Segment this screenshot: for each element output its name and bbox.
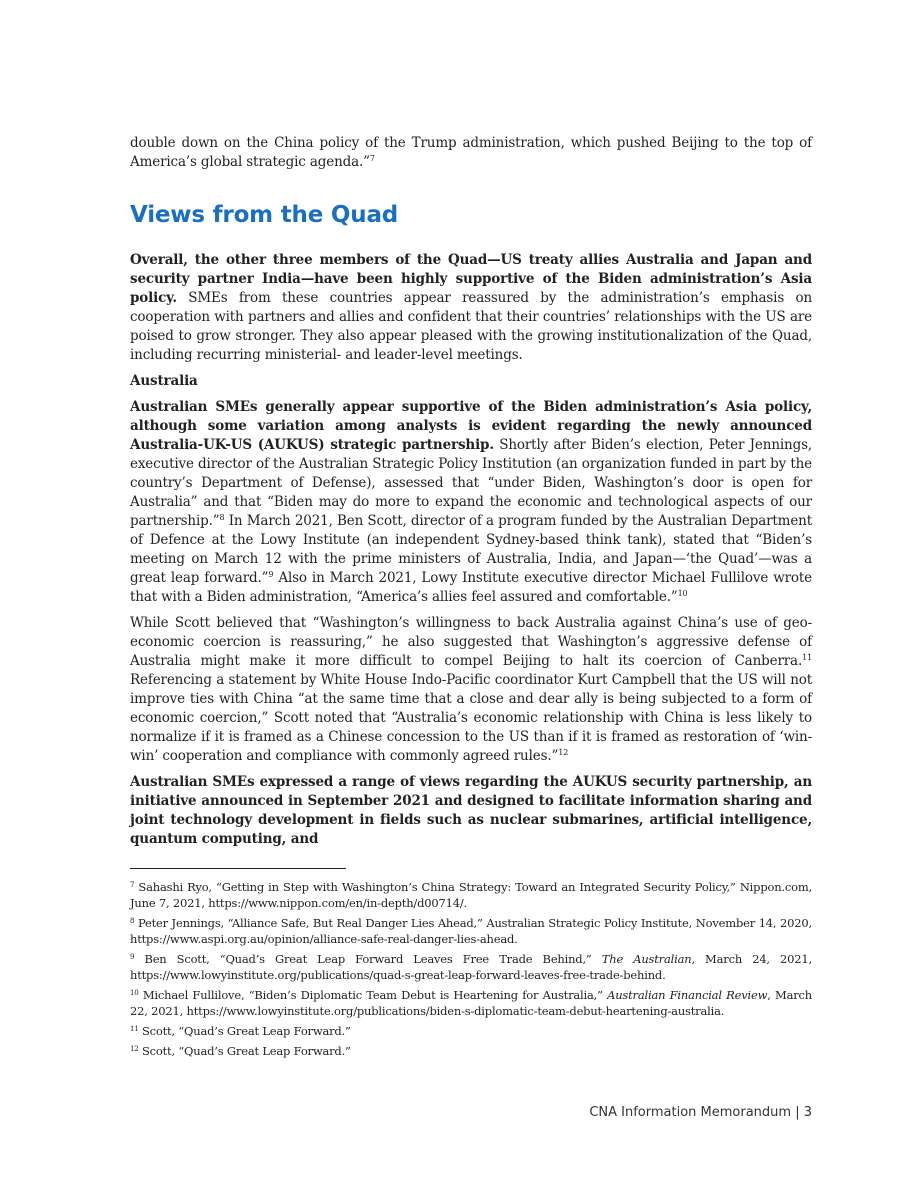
australia-paragraph-1: Australian SMEs generally appear supportive of the Biden administration’s Asia policy, although some variation among analysts is evident regarding the newly announced Australia-UK-US (AUKUS) strategic partnership. Shortly after Biden’s election, Peter Jennings, executive director of the Australian Strategic Policy Institution (an organization funded in part by the country’s Department of Defense), assessed that “under Biden, Washington’s door is open for Australia” and that “Biden may do more to expand the economic and technological aspects of our partnership.”$^8$ In March 2021, Ben Scott, director of a program funded by the Australian Department of Defence at the Lowy Institute (an independent Sydney-based think tank), stated that “Biden’s meeting on March 12 with the prime ministers of Australia, India, and Japan—‘the Quad’—was a great leap forward.”$^9$ Also in March 2021, Lowy Institute executive director Michael Fullilove wrote that with a Biden administration, “America’s allies feel assured and comfortable.”$^{10}$ [130,399,813,605]
section-heading: Views from the Quad [130,202,399,228]
footnote-divider [130,868,346,869]
footnote-ref: 7 [369,154,375,163]
footnote-9: $^9$ Ben Scott, “Quad’s Great Leap Forward Leaves Free Trade Behind,” The Australian, March 24, 2021, https://www.lowyinstitute.org/publications/quad-s-great-leap-forward-leaves-free-trade-behind. [130,952,812,982]
footnote-ref: 9 [268,570,274,579]
footnote-7: $^7$ Sahashi Ryo, “Getting in Step with Washington’s China Strategy: Toward an Integrated Security Policy,” Nippon.com, June 7, 2021, https://www.nippon.com/en/in-depth/d00714/. [130,880,812,910]
footnotes [130,879,812,1063]
lead-sentence: Australian SMEs generally appear supportive of the Biden administration’s Asia policy, although some variation among analysts is evident regarding the newly announced Australia-UK-US (AUKUS) strategic partnership. [130,399,812,453]
footnote-10: $^{10}$ Michael Fullilove, “Biden’s Diplomatic Team Debut is Heartening for Australia,” Australian Financial Review, March 22, 2021, https://www.lowyinstitute.org/publications/biden-s-diplomatic-team-debut-heartening-australia. [130,988,812,1018]
footnote-8: $^8$ Peter Jennings, “Alliance Safe, But Real Danger Lies Ahead,” Australian Strategic Policy Institute, November 14, 2020, https://www.aspi.org.au/opinion/alliance-safe-real-danger-lies-ahead. [130,916,812,946]
footnote-12: $^{12}$ Scott, “Quad’s Great Leap Forward.” [130,1044,351,1058]
page-footer: CNA Information Memorandum | 3 [589,1105,812,1120]
footnote-ref: 10 [677,589,688,598]
section-body [130,251,812,849]
lead-sentence: Australian SMEs expressed a range of views regarding the AUKUS security partnership, an initiative announced in September 2021 and designed to facilitate information sharing and joint technology development in fields such as nuclear submarines, artificial intelligence, quantum computing, and [130,774,812,847]
aukus-paragraph [130,773,812,849]
footnote-11: $^{11}$ Scott, “Quad’s Great Leap Forward.” [130,1024,351,1038]
intro-paragraph [130,134,812,172]
footnote-ref: 12 [558,748,569,757]
intro-text: double down on the China policy of the Trump administration, which pushed Beijing to the top of America’s global strategic agenda.”$^7$ [130,135,812,170]
australia-paragraph-2: While Scott believed that “Washington’s willingness to back Australia against China’s use of geo-economic coercion is reassuring,” he also suggested that Washington’s aggressive defense of Australia might make it more difficult to compel Beijing to halt its coercion of Canberra.$^{11}$ Referencing a statement by White House Indo-Pacific coordinator Kurt Campbell that the US will not improve ties with China “at the same time that a close and dear ally is being subjected to a form of economic coercion,” Scott noted that “Australia’s economic relationship with China is less likely to normalize if it is framed as a Chinese concession to the US than if it is framed as restoration of ‘win-win’ cooperation and compliance with commonly agreed rules.”$^{12}$ [130,615,812,764]
subheading-australia: Australia [130,373,198,389]
overview-paragraph: Overall, the other three members of the Quad—US treaty allies Australia and Japan and security partner India—have been highly supportive of the Biden administration’s Asia policy. SMEs from these countries appear reassured by the administration’s emphasis on cooperation with partners and allies and confident that their countries’ relationships with the US are poised to grow stronger. They also appear pleased with the growing institutionalization of the Quad, including recurring ministerial- and leader-level meetings. [130,252,812,363]
lead-sentence: Overall, the other three members of the Quad—US treaty allies Australia and Japan and security partner India—have been highly supportive of the Biden administration’s Asia policy. [130,252,812,306]
footnote-ref: 8 [219,513,225,522]
footnote-ref: 11 [802,653,812,662]
